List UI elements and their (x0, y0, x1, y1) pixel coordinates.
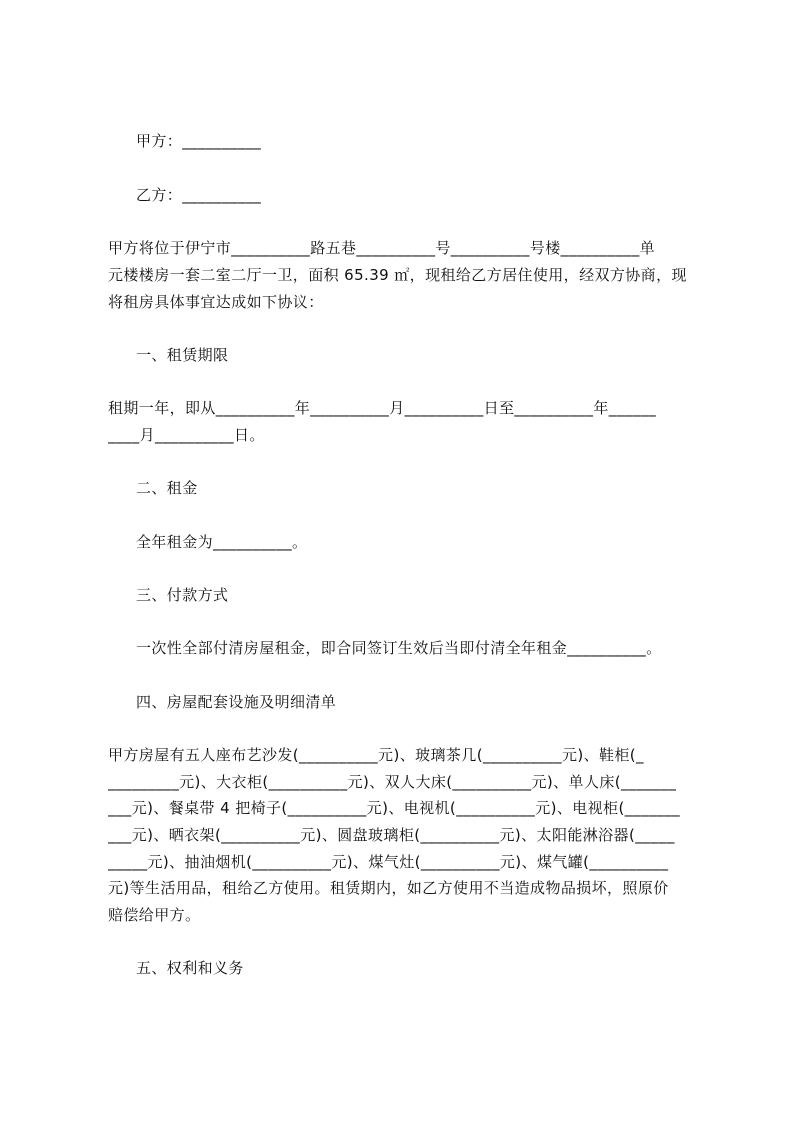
section-4-heading: 四、房屋配套设施及明细清单 (136, 693, 337, 711)
party-b-line: 乙方：__________ (136, 186, 262, 204)
section-2-text: 全年租金为__________。 (136, 533, 308, 551)
section-4-line-4: ___元)、晒衣架(__________元)、圆盘玻璃柜(__________元)、太阳能淋浴器(_____ (108, 826, 675, 844)
section-4-line-6: 元)等生活用品，租给乙方使用。租赁期内，如乙方使用不当造成物品损坏，照原价 (108, 879, 669, 897)
section-4-line-7: 赔偿给甲方。 (108, 906, 201, 924)
section-4-line-1: 甲方房屋有五人座布艺沙发(__________元)、玻璃茶几(__________元)、鞋柜(_ (108, 746, 644, 764)
section-1-line-2: ____月__________日。 (108, 426, 265, 444)
intro-line-3: 将租房具体事宜达成如下协议： (108, 293, 324, 311)
section-1-heading: 一、租赁期限 (136, 346, 229, 364)
section-5-heading: 五、权利和义务 (136, 959, 244, 977)
section-3-heading: 三、付款方式 (136, 586, 229, 604)
party-a-line: 甲方：__________ (136, 132, 262, 150)
section-4-line-2: _________元)、大衣柜(__________元)、双人大床(__________元)、单人床(_______ (108, 773, 677, 791)
section-4-line-3: ___元)、餐桌带 4 把椅子(__________元)、电视机(__________元)、电视柜(_______ (108, 799, 680, 817)
section-2-heading: 二、租金 (136, 479, 198, 497)
section-1-line-1: 租期一年，即从__________年__________月__________日至__________年______ (108, 399, 657, 417)
intro-line-1: 甲方将位于伊宁市__________路五巷__________号__________号楼__________单 (108, 239, 656, 257)
section-3-text: 一次性全部付清房屋租金，即合同签订生效后当即付清全年租金__________。 (136, 639, 662, 657)
section-4-line-5: _____元)、抽油烟机(__________元)、煤气灶(__________元)、煤气罐(__________ (108, 853, 669, 871)
intro-line-2: 元楼楼房一套二室二厅一卫，面积 65.39 ㎡，现租给乙方居住使用，经双方协商，现 (108, 266, 687, 284)
